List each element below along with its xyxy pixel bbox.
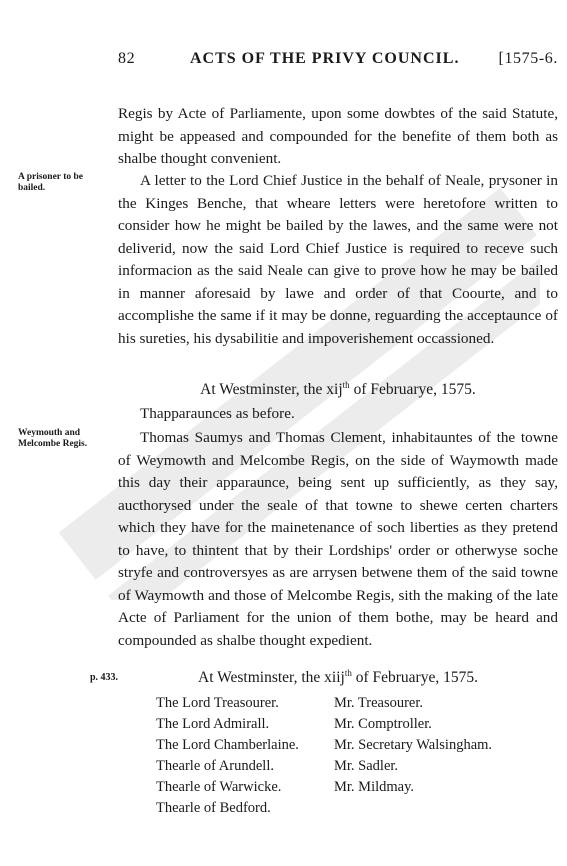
attendees-right-column — [334, 693, 492, 798]
paragraph-continuation: Regis by Acte of Parliamente, upon some dowbtes of the said Statute, might be appeased and compounded for the benefite of them both as shalbe thought convenient. — [118, 105, 558, 167]
attendee: The Lord Admirall. — [156, 716, 270, 732]
attendee: Mr. Mildmay. — [334, 779, 415, 795]
attendee: The Lord Treasourer. — [156, 695, 279, 711]
attendee: Mr. Comptroller. — [334, 716, 432, 732]
attendee: Thearle of Bedford. — [156, 800, 271, 816]
attendee: Mr. Treasourer. — [334, 695, 424, 711]
heading-1-sup: th — [342, 379, 350, 390]
running-title: ACTS OF THE PRIVY COUNCIL. — [190, 50, 460, 67]
heading-2-text: At Westminster, the xiij — [198, 669, 345, 686]
heading-2-date: of Februarye, 1575. — [351, 669, 478, 686]
attendee: Mr. Secretary Walsingham. — [334, 737, 493, 753]
attendee: Thearle of Arundell. — [156, 758, 274, 774]
heading-2-sup: th — [344, 667, 352, 678]
paragraph-weymouth: Thomas Saumys and Thomas Clement, inhabitauntes of the towne of Weymowth and Melcombe Regis, on the side of Waymowth made this day their apparaunce, being sent up sufficiently, as they say, aucthorysed under the seale of that towne to shewe certen charters which they have for the mainetenance of soch liberties as they pretend to have, to thintent that by their Lordships' order or otherwyse soche stryfe and controversyes as are arrysen betwene them of the said towne of Waymowth and those of Melcombe Regis, sith the making of the late Acte of Parliament for the union of them bothe, may be heard and compounded as shalbe thought expedient. — [118, 429, 558, 649]
attendee: Mr. Sadler. — [334, 758, 399, 774]
meeting-heading-2 — [118, 667, 558, 689]
page-number: 82 — [118, 50, 136, 67]
page-header — [118, 50, 558, 74]
heading-1-date: of Februarye, 1575. — [349, 381, 476, 398]
page-reference: p. 433. — [90, 672, 119, 683]
attendee: Thearle of Warwicke. — [156, 779, 282, 795]
year-range: [1575-6. — [498, 50, 558, 67]
attendance-note: Thapparaunces as before. — [140, 405, 295, 422]
attendee: The Lord Chamberlaine. — [156, 737, 299, 753]
attendees-left-column — [156, 693, 299, 819]
margin-note-prisoner: A prisoner to be bailed. — [18, 172, 84, 193]
heading-1-text: At Westminster, the xij — [200, 381, 343, 398]
margin-note-weymouth: Weymouth and Melcombe Regis. — [18, 428, 88, 449]
meeting-heading-1 — [118, 379, 558, 401]
paragraph-letter-neale: A letter to the Lord Chief Justice in the behalf of Neale, prysoner in the Kinges Benche, that wheare letters were heretofore written to consider how he might be bailed by the lawes, and the same were not deliverid, now the said Lord Chief Justice is required to receve such informacion as the said Neale can give to prove how he may be bailed in manner aforesaid by lawe and order of that Coourte, and to accomplishe the same if it may be donne, reguarding the acceptaunce of his sureties, his dysabilitie and impoverishement occassioned. — [118, 172, 558, 347]
